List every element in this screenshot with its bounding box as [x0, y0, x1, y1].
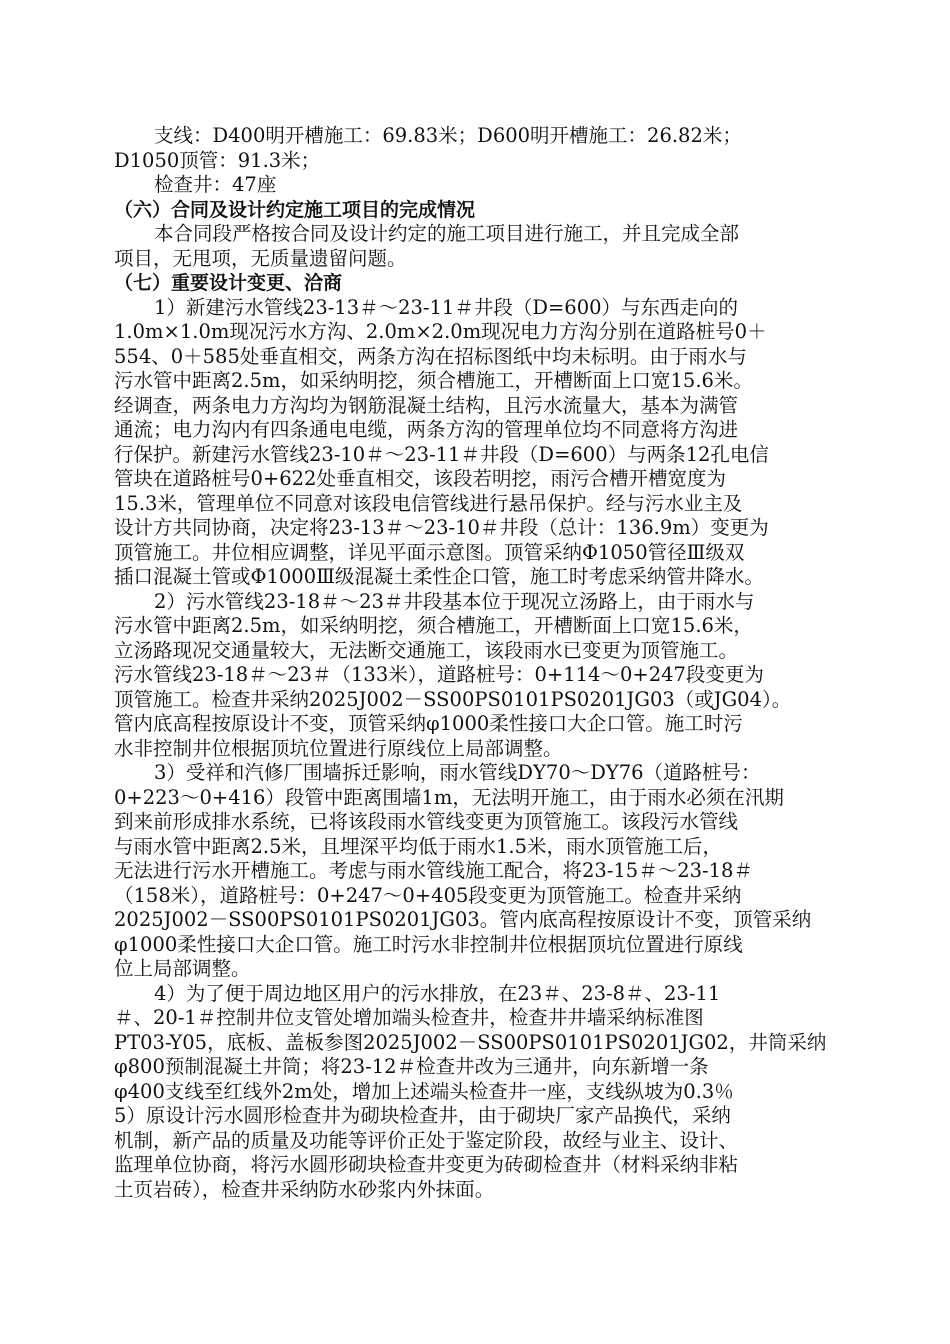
- item-3-line: 3）受祥和汽修厂围墙拆迁影响，雨水管线DY70～DY76（道路桩号：: [154, 761, 761, 784]
- item-4-line: PT03-Y05，底板、盖板参图2025J002－SS00PS0101PS0201JG02，井筒采纳: [114, 1030, 827, 1054]
- item-1-line: 1）新建污水管线23-13＃～23-11＃井段（D=600）与东西走向的: [154, 295, 739, 319]
- item-2-line: 污水管线23-18＃～23＃（133米），道路桩号：0+114～0+247段变更为: [114, 663, 764, 686]
- section-7-heading: （七）重要设计变更、洽商: [114, 272, 343, 294]
- item-1-line: 设计方共同协商，决定将23-13＃～23-10＃井段（总计：136.9m）变更为: [114, 516, 769, 539]
- item-1-line: 管块在道路桩号0+622处垂直相交，该段若明挖，雨污合槽开槽宽度为: [114, 467, 726, 490]
- item-1-line: 通流；电力沟内有四条通电电缆，两条方沟的管理单位均不同意将方沟进: [114, 418, 739, 441]
- item-2-paragraph: [114, 590, 838, 762]
- item-5-line: 5）原设计污水圆形检查井为砌块检查井，由于砌块厂家产品换代，采纳: [114, 1104, 731, 1127]
- item-2-line: 立汤路现况交通量较大，无法断交通施工，该段雨水已变更为顶管施工。: [114, 638, 739, 662]
- item-3-line: （158米），道路桩号：0+247～0+405段变更为顶管施工。检查井采纳: [114, 883, 742, 907]
- section-6-heading: （六）合同及设计约定施工项目的完成情况: [114, 198, 476, 221]
- item-1-line: 顶管施工。井位相应调整，详见平面示意图。顶管采纳Φ1050管径Ⅲ级双: [114, 540, 745, 564]
- item-2-line: 2）污水管线23-18＃～23＃井段基本位于现况立汤路上，由于雨水与: [154, 589, 755, 613]
- item-5-line: 机制，新产品的质量及功能等评价正处于鉴定阶段，故经与业主、设计、: [114, 1128, 739, 1152]
- section-6-line-2: 项目，无甩项，无质量遗留问题。: [114, 246, 407, 270]
- item-4-paragraph: [114, 982, 838, 1105]
- item-5-line: 土页岩砖），检查井采纳防水砂浆内外抹面。: [114, 1177, 495, 1201]
- item-5-paragraph: [114, 1104, 838, 1202]
- item-3-line: 位上局部调整。: [114, 957, 251, 980]
- item-1-line: 1.0m×1.0m现况污水方沟、2.0m×2.0m现况电力方沟分别在道路桩号0＋: [114, 320, 767, 343]
- item-1-line: 插口混凝土管或Φ1000Ⅲ级混凝土柔性企口管，施工时考虑采纳管井降水。: [114, 565, 764, 588]
- item-3-line: 0+223～0+416）段管中距离围墙1m，无法明开施工，由于雨水必须在汛期: [114, 785, 784, 809]
- section-6-line-1: 本合同段严格按合同及设计约定的施工项目进行施工，并且完成全部: [154, 222, 740, 245]
- item-3-line: 无法进行污水开槽施工。考虑与雨水管线施工配合，将23-15＃～23-18＃: [114, 859, 753, 882]
- item-1-line: 行保护。新建污水管线23-10＃～23-11＃井段（D=600）与两条12孔电信: [114, 442, 769, 466]
- item-1-line: 554、0＋585处垂直相交，两条方沟在招标图纸中均未标明。由于雨水与: [114, 344, 747, 368]
- item-3-line: φ1000柔性接口大企口管。施工时污水非控制井位根据顶坑位置进行原线: [114, 932, 743, 956]
- item-1-paragraph: [114, 296, 838, 590]
- item-4-line: φ400支线至红线外2m处，增加上述端头检查井一座，支线纵坡为0.3％: [114, 1079, 734, 1103]
- item-3-line: 到来前形成排水系统，已将该段雨水管线变更为顶管施工。该段污水管线: [114, 810, 739, 833]
- item-1-line: 15.3米，管理单位不同意对该段电信管线进行悬吊保护。经与污水业主及: [114, 491, 743, 515]
- item-4-line: 4）为了便于周边地区用户的污水排放，在23＃、23-8＃、23-11: [154, 981, 721, 1005]
- manhole-count: 检查井：47座: [154, 173, 277, 196]
- item-5-line: 监理单位协商，将污水圆形砌块检查井变更为砖砌检查井（材料采纳非粘: [114, 1153, 739, 1176]
- item-2-line: 管内底高程按原设计不变，顶管采纳φ1000柔性接口大企口管。施工时污: [114, 712, 743, 735]
- item-4-line: ＃、20-1＃控制井位支管处增加端头检查井，检查井井墙采纳标准图: [114, 1006, 704, 1029]
- item-2-line: 顶管施工。检查井采纳2025J002－SS00PS0101PS0201JG03（或JG04）。: [114, 687, 792, 711]
- item-4-line: φ800预制混凝土井筒；将23-12＃检查井改为三通井，向东新增一条: [114, 1055, 709, 1078]
- item-3-line: 与雨水管中距离2.5米，且埋深平均低于雨水1.5米，雨水顶管施工后，: [114, 834, 723, 858]
- branch-line-2: D1050顶管：91.3米；: [114, 148, 321, 172]
- document-body: [114, 124, 838, 1202]
- branch-line-1: 支线：D400明开槽施工：69.83米；D600明开槽施工：26.82米；: [154, 124, 742, 147]
- item-2-line: 水非控制井位根据顶坑位置进行原线位上局部调整。: [114, 736, 563, 760]
- item-3-paragraph: [114, 761, 838, 982]
- item-1-line: 污水管中距离2.5m，如采纳明挖，须合槽施工，开槽断面上口宽15.6米。: [114, 369, 753, 392]
- item-1-line: 经调查，两条电力方沟均为钢筋混凝土结构，且污水流量大，基本为满管: [114, 393, 739, 417]
- item-3-line: 2025J002－SS00PS0101PS0201JG03。管内底高程按原设计不变，顶管采纳: [114, 908, 812, 931]
- item-2-line: 污水管中距离2.5m，如采纳明挖，须合槽施工，开槽断面上口宽15.6米，: [114, 614, 753, 637]
